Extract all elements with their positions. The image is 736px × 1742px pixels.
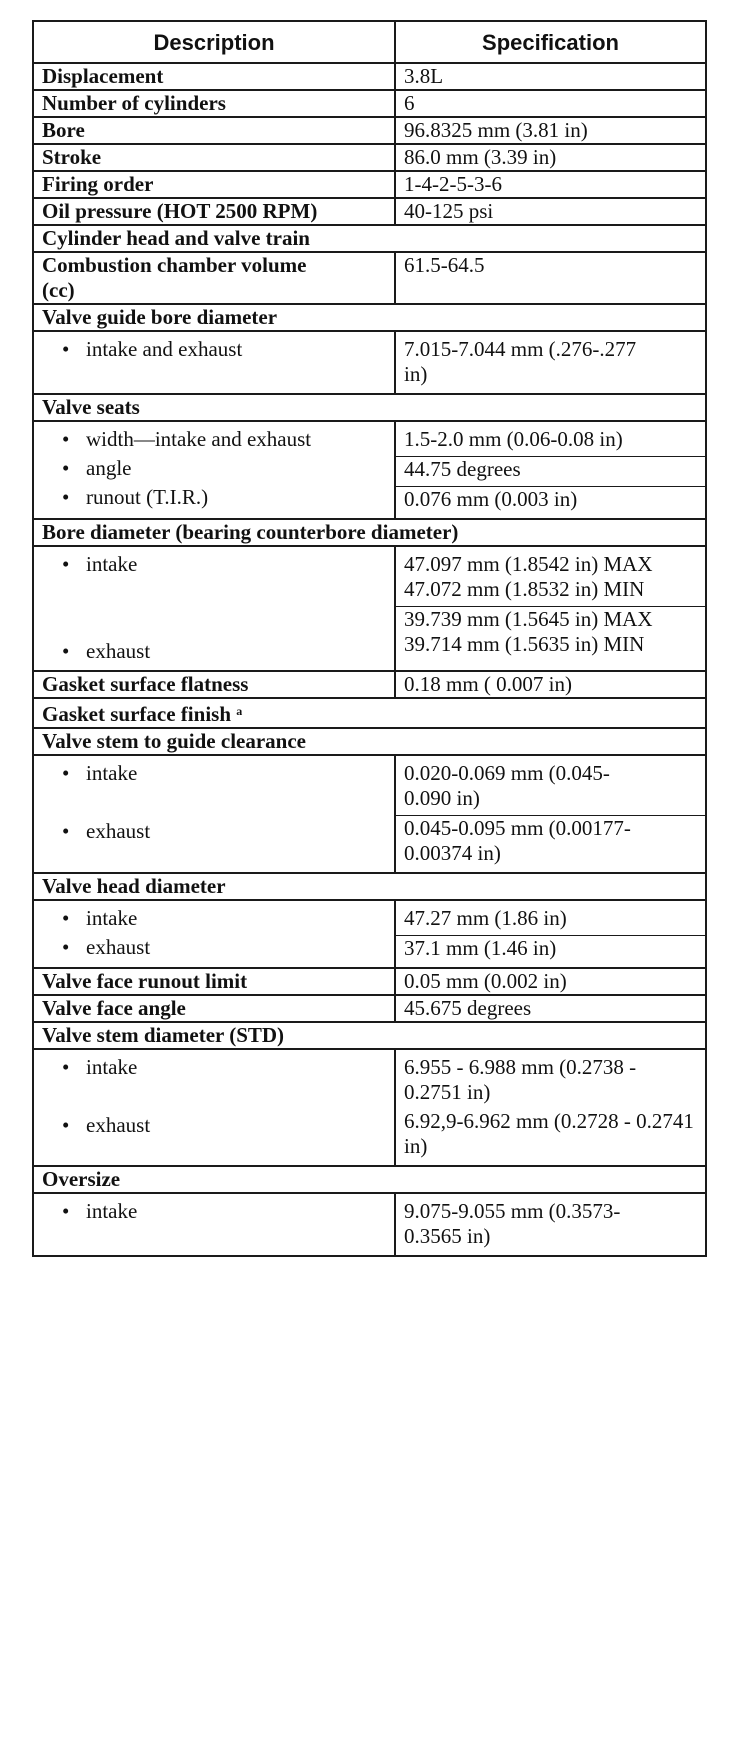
sub-item [42, 819, 386, 844]
row-value: 96.8325 mm (3.81 in) [395, 117, 706, 144]
sub-item-label: intake [86, 906, 138, 930]
sub-item [42, 906, 386, 931]
sub-label-cell [33, 546, 395, 671]
sub-value-cell [395, 421, 706, 519]
row-label: Displacement [33, 63, 395, 90]
bullet-icon: • [62, 761, 70, 785]
table-row [33, 671, 706, 698]
section-title: Valve stem diameter (STD) [33, 1022, 706, 1049]
section-row [33, 728, 706, 755]
sub-item [42, 761, 386, 786]
table-row [33, 1049, 706, 1166]
sub-value: 37.1 mm (1.46 in) [396, 935, 705, 961]
sub-value: 0.076 mm (0.003 in) [396, 486, 705, 512]
table-row [33, 117, 706, 144]
row-value: 61.5-64.5 [395, 252, 706, 304]
section-row [33, 225, 706, 252]
bullet-icon: • [62, 427, 70, 451]
sub-value: 47.097 mm (1.8542 in) MAX 47.072 mm (1.8532 in) MIN [404, 552, 653, 601]
table-row [33, 144, 706, 171]
sub-item [42, 1055, 386, 1080]
row-value: 6 [395, 90, 706, 117]
table-row [33, 63, 706, 90]
section-row [33, 394, 706, 421]
bullet-icon: • [62, 639, 70, 663]
bullet-icon: • [62, 819, 70, 843]
bullet-icon: • [62, 456, 70, 480]
sub-label-cell [33, 1193, 395, 1256]
footnote-marker: a [236, 704, 243, 718]
sub-item-label: exhaust [86, 935, 151, 959]
sub-item [42, 456, 386, 481]
sub-item [42, 427, 386, 452]
row-value: 45.675 degrees [395, 995, 706, 1022]
section-title: Oversize [33, 1166, 706, 1193]
sub-item [42, 935, 386, 960]
sub-value: 47.27 mm (1.86 in) [404, 906, 567, 930]
table-row [33, 90, 706, 117]
sub-value-cell [395, 546, 706, 671]
sub-value: 6.92,9-6.962 mm (0.2728 - 0.2741 in) [404, 1109, 694, 1158]
sub-item [42, 485, 386, 510]
table-row [33, 331, 706, 394]
section-row [33, 1022, 706, 1049]
sub-item [42, 639, 386, 664]
section-title: Valve guide bore diameter [33, 304, 706, 331]
sub-item-label: width—intake and exhaust [86, 427, 312, 451]
table-row [33, 968, 706, 995]
row-label: Number of cylinders [33, 90, 395, 117]
bullet-icon: • [62, 485, 70, 509]
row-value: 3.8L [395, 63, 706, 90]
bullet-icon: • [62, 1113, 70, 1137]
header-specification: Specification [395, 21, 706, 63]
section-row [33, 1166, 706, 1193]
row-label: Gasket surface flatness [33, 671, 395, 698]
sub-value: 0.045-0.095 mm (0.00177-0.00374 in) [396, 815, 705, 866]
sub-value-cell [395, 1049, 706, 1166]
sub-item-label: exhaust [86, 1113, 151, 1137]
section-row [33, 304, 706, 331]
bullet-icon: • [62, 935, 70, 959]
sub-item [42, 552, 386, 577]
spec-table-container [32, 20, 705, 1257]
sub-value: 6.955 - 6.988 mm (0.2738 - 0.2751 in) [404, 1055, 637, 1104]
section-row [33, 873, 706, 900]
row-value: 0.05 mm (0.002 in) [395, 968, 706, 995]
engine-spec-table [32, 20, 707, 1257]
sub-item-label: intake [86, 761, 138, 785]
table-row [33, 755, 706, 873]
sub-label-cell [33, 331, 395, 394]
row-value: 40-125 psi [395, 198, 706, 225]
sub-item-label: exhaust [86, 639, 151, 663]
section-row [33, 519, 706, 546]
table-row [33, 171, 706, 198]
row-value: 9.075-9.055 mm (0.3573-0.3565 in) [395, 1193, 706, 1256]
bullet-icon: • [62, 552, 70, 576]
sub-value: 44.75 degrees [396, 456, 705, 482]
sub-label-cell [33, 1049, 395, 1166]
sub-value-cell [395, 755, 706, 873]
row-label: Combustion chamber volume (cc) [33, 252, 395, 304]
table-row [33, 995, 706, 1022]
sub-item-label: intake [86, 552, 138, 576]
row-value: 7.015-7.044 mm (.276-.277 in) [395, 331, 706, 394]
table-row [33, 421, 706, 519]
sub-item-label: angle [86, 456, 132, 480]
row-value: 1-4-2-5-3-6 [395, 171, 706, 198]
table-row [33, 252, 706, 304]
section-title: Bore diameter (bearing counterbore diameter) [33, 519, 706, 546]
sub-item-label: intake and exhaust [86, 337, 243, 361]
sub-item-label: exhaust [86, 819, 151, 843]
row-label: Valve face runout limit [33, 968, 395, 995]
sub-item-label: intake [86, 1199, 138, 1223]
bullet-icon: • [62, 1199, 70, 1223]
row-label: Oil pressure (HOT 2500 RPM) [33, 198, 395, 225]
sub-label-cell [33, 900, 395, 968]
bullet-icon: • [62, 906, 70, 930]
row-label: Stroke [33, 144, 395, 171]
sub-item-label: intake [86, 1055, 138, 1079]
bullet-icon: • [62, 1055, 70, 1079]
row-value: 86.0 mm (3.39 in) [395, 144, 706, 171]
row-label: Bore [33, 117, 395, 144]
section-title: Cylinder head and valve train [33, 225, 706, 252]
table-row [33, 198, 706, 225]
sub-label-cell [33, 755, 395, 873]
sub-label-cell [33, 421, 395, 519]
sub-item [42, 337, 386, 362]
sub-value-cell [395, 900, 706, 968]
sub-value: 1.5-2.0 mm (0.06-0.08 in) [404, 427, 623, 451]
sub-item [42, 1199, 386, 1224]
header-description: Description [33, 21, 395, 63]
section-title [33, 698, 706, 728]
section-row [33, 698, 706, 728]
table-header-row [33, 21, 706, 63]
section-title-text: Gasket surface finish [42, 702, 231, 726]
sub-item-label: runout (T.I.R.) [86, 485, 209, 509]
sub-value: 0.020-0.069 mm (0.045-0.090 in) [404, 761, 610, 810]
table-row [33, 546, 706, 671]
sub-item [42, 1113, 386, 1138]
table-row [33, 1193, 706, 1256]
row-value: 0.18 mm ( 0.007 in) [395, 671, 706, 698]
row-label: Firing order [33, 171, 395, 198]
bullet-icon: • [62, 337, 70, 361]
sub-value: 39.739 mm (1.5645 in) MAX 39.714 mm (1.5635 in) MIN [396, 606, 705, 657]
row-label: Valve face angle [33, 995, 395, 1022]
section-title: Valve head diameter [33, 873, 706, 900]
table-row [33, 900, 706, 968]
section-title: Valve stem to guide clearance [33, 728, 706, 755]
section-title: Valve seats [33, 394, 706, 421]
